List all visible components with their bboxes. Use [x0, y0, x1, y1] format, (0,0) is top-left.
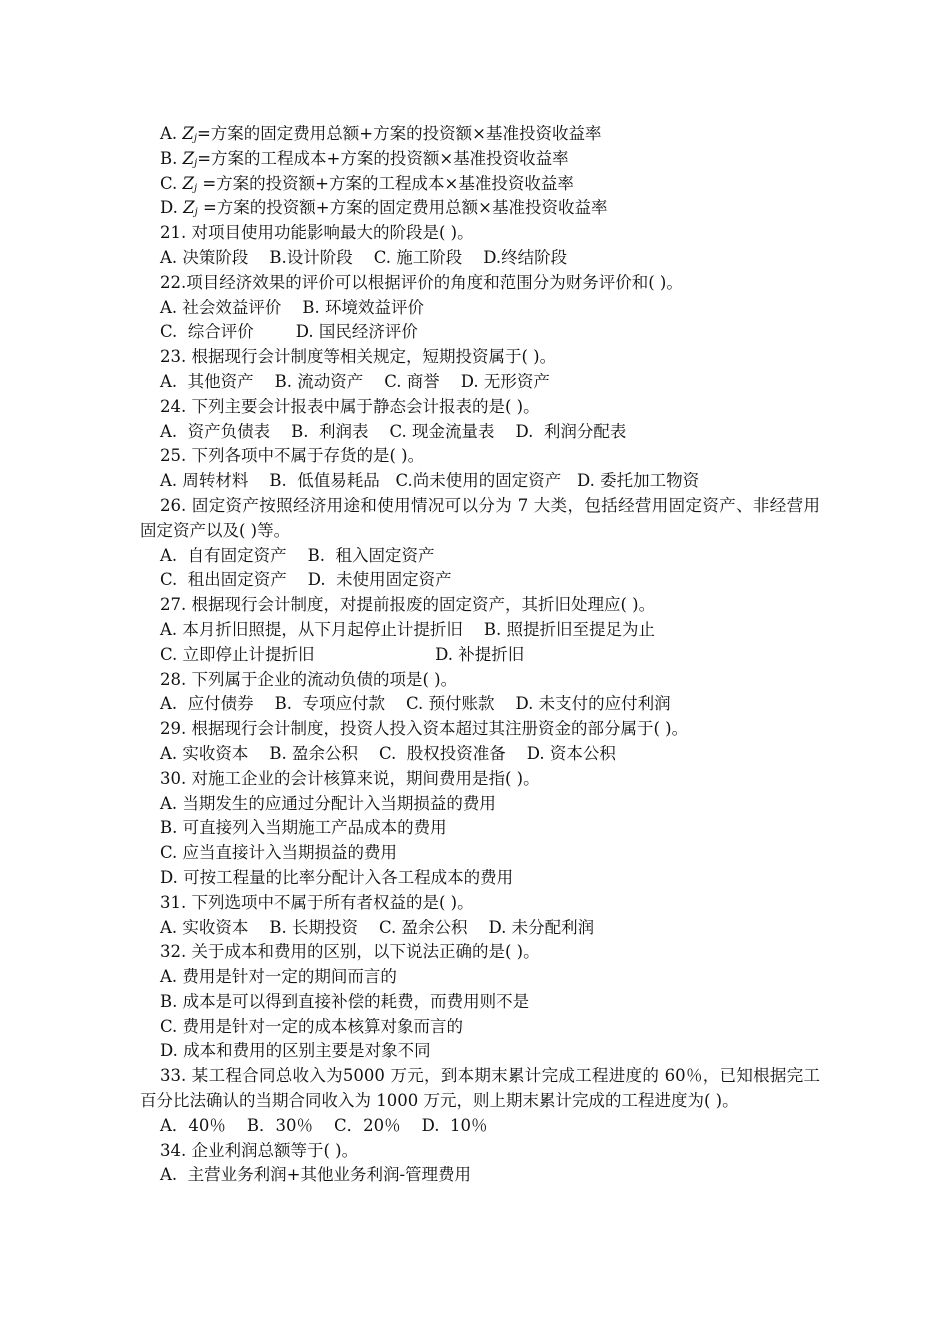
option-line: A. 资产负债表 B. 利润表 C. 现金流量表 D. 利润分配表	[160, 421, 627, 441]
question-24: 24. 下列主要会计报表中属于静态会计报表的是( )。	[160, 396, 540, 416]
option-line: A. 周转材料 B. 低值易耗品 C.尚未使用的固定资产 D. 委托加工物资	[160, 471, 700, 491]
option-line: A. 费用是针对一定的期间而言的	[160, 967, 397, 987]
option-line: B. 成本是可以得到直接补偿的耗费，而费用则不是	[160, 991, 530, 1011]
option-line: A. 自有固定资产 B. 租入固定资产	[160, 545, 435, 565]
question-32: 32. 关于成本和费用的区别，以下说法正确的是( )。	[160, 942, 540, 962]
question-33: 33. 某工程合同总收入为5000 万元，到本期末累计完成工程进度的 60％，已知根据完工百分比法确认的当期合同收入为 1000 万元，则上期末累计完成的工程进度为( )。	[140, 1066, 820, 1111]
option-line: C. 应当直接计入当期损益的费用	[160, 843, 398, 863]
question-21: 21. 对项目使用功能影响最大的阶段是( )。	[160, 223, 474, 243]
option-line: A. 其他资产 B. 流动资产 C. 商誉 D. 无形资产	[160, 371, 550, 391]
option-line: A. 社会效益评价 B. 环境效益评价	[160, 297, 424, 317]
document-page	[140, 122, 820, 1188]
option-line: A. 应付债券 B. 专项应付款 C. 预付账款 D. 未支付的应付利润	[160, 694, 671, 714]
question-34: 34. 企业利润总额等于( )。	[160, 1140, 359, 1160]
option-line: A．40％ B．30％ C．20％ D. 10％	[160, 1115, 488, 1135]
option-line: D. 可按工程量的比率分配计入各工程成本的费用	[160, 867, 514, 887]
question-30: 30. 对施工企业的会计核算来说，期间费用是指( )。	[160, 768, 540, 788]
question-31: 31. 下列选项中不属于所有者权益的是( )。	[160, 892, 474, 912]
option-line: C. 综合评价 D. 国民经济评价	[160, 322, 418, 342]
question-28: 28. 下列属于企业的流动负债的项是( )。	[160, 669, 458, 689]
question-22: 22.项目经济效果的评价可以根据评价的角度和范围分为财务评价和( )。	[160, 272, 683, 292]
option-line: C. $Z_j$ =方案的投资额+方案的工程成本×基准投资收益率	[160, 173, 574, 194]
question-26: 26. 固定资产按照经济用途和使用情况可以分为 7 大类，包括经营用固定资产、非经营用固定资产以及( )等。	[140, 495, 820, 540]
option-line: A. 决策阶段 B.设计阶段 C. 施工阶段 D.终结阶段	[160, 247, 568, 267]
option-line: A. 当期发生的应通过分配计入当期损益的费用	[160, 793, 496, 813]
option-line: A. 本月折旧照提，从下月起停止计提折旧 B. 照提折旧至提足为止	[160, 619, 655, 639]
option-line: C. 租出固定资产 D. 未使用固定资产	[160, 570, 452, 590]
question-23: 23. 根据现行会计制度等相关规定，短期投资属于( )。	[160, 347, 557, 367]
option-line: B. 可直接列入当期施工产品成本的费用	[160, 818, 447, 838]
question-27: 27. 根据现行会计制度，对提前报废的固定资产，其折旧处理应( )。	[160, 595, 656, 615]
option-line: C. 立即停止计提折旧 D. 补提折旧	[160, 644, 525, 664]
option-line: C. 费用是针对一定的成本核算对象而言的	[160, 1016, 464, 1036]
option-line: A. 实收资本 B. 长期投资 C. 盈余公积 D. 未分配利润	[160, 917, 595, 937]
question-25: 25. 下列各项中不属于存货的是( )。	[160, 446, 425, 466]
question-29: 29. 根据现行会计制度，投资人投入资本超过其注册资金的部分属于( )。	[160, 719, 689, 739]
option-line: A. 实收资本 B. 盈余公积 C. 股权投资准备 D. 资本公积	[160, 743, 616, 763]
option-line: A. $Z_j=$方案的固定费用总额+方案的投资额×基准投资收益率	[160, 124, 602, 144]
option-line: A. 主营业务利润+其他业务利润-管理费用	[160, 1165, 472, 1185]
option-line: B. $Z_j=$方案的工程成本+方案的投资额×基准投资收益率	[160, 148, 569, 169]
option-line: D. 成本和费用的区别主要是对象不同	[160, 1041, 431, 1061]
option-line: D. $Z_j$ =方案的投资额+方案的固定费用总额×基准投资收益率	[160, 198, 608, 219]
